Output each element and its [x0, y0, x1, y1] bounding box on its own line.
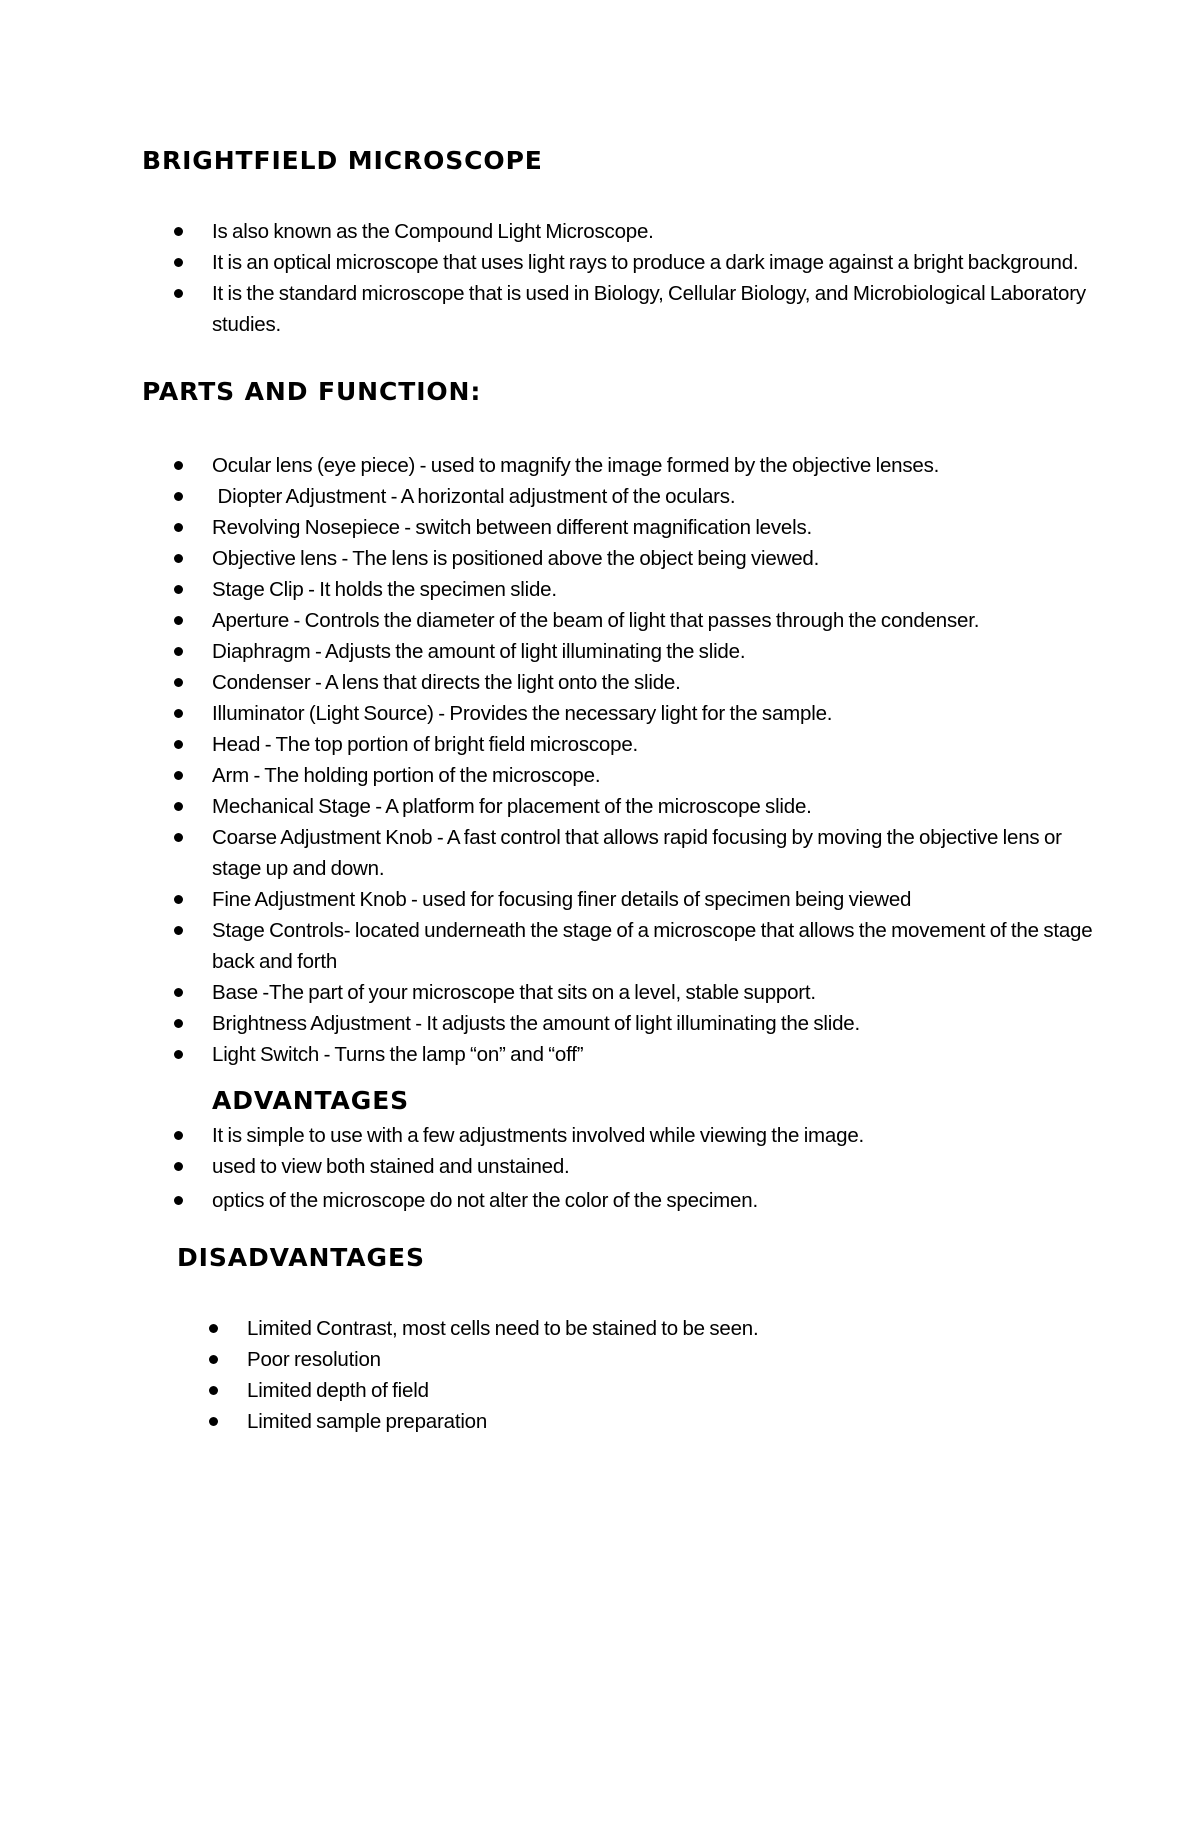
- bullet-icon: [174, 740, 183, 749]
- list-item-text: Ocular lens (eye piece) - used to magnify the image formed by the objective lenses.: [212, 454, 940, 477]
- list-item: [142, 481, 1112, 512]
- list-item-text: Revolving Nosepiece - switch between different magnification levels.: [212, 516, 813, 539]
- list-item: [142, 216, 1112, 247]
- list-item: [142, 278, 1112, 340]
- bullet-icon: [174, 647, 183, 656]
- list-item: [142, 574, 1112, 605]
- bullet-icon: [174, 1131, 183, 1140]
- list-item-text: Fine Adjustment Knob - used for focusing finer details of specimen being viewed: [212, 888, 912, 911]
- list-item: [142, 605, 1112, 636]
- bullet-icon: [174, 895, 183, 904]
- list-item: [142, 636, 1112, 667]
- bullet-icon: [209, 1324, 218, 1333]
- list-item: [142, 977, 1112, 1008]
- list-item: [142, 1151, 1112, 1182]
- list-item: [142, 1039, 1112, 1070]
- list-item: [142, 247, 1112, 278]
- advantages-heading: ADVANTAGES: [212, 1086, 410, 1115]
- list-item-text: Condenser - A lens that directs the light onto the slide.: [212, 671, 681, 694]
- brightfield-section: [142, 146, 1102, 340]
- list-item-text: It is simple to use with a few adjustments involved while viewing the image.: [212, 1124, 865, 1147]
- disadvantages-section: [177, 1243, 1137, 1437]
- list-item-text: Limited depth of field: [247, 1379, 429, 1402]
- bullet-icon: [209, 1417, 218, 1426]
- bullet-icon: [174, 678, 183, 687]
- bullet-icon: [174, 585, 183, 594]
- list-item-text: Aperture - Controls the diameter of the beam of light that passes through the condenser.: [212, 609, 980, 632]
- list-item: [142, 512, 1112, 543]
- bullet-icon: [174, 1162, 183, 1171]
- bullet-icon: [209, 1355, 218, 1364]
- bullet-icon: [174, 833, 183, 842]
- parts-heading: PARTS AND FUNCTION:: [142, 377, 482, 406]
- bullet-icon: [174, 709, 183, 718]
- bullet-icon: [174, 492, 183, 501]
- brightfield-list: [142, 216, 1102, 340]
- parts-section: [142, 377, 1102, 1070]
- disadvantages-heading: DISADVANTAGES: [177, 1243, 425, 1272]
- list-item: [142, 450, 1112, 481]
- bullet-icon: [174, 523, 183, 532]
- advantages-section: [142, 1086, 1102, 1216]
- list-item-text: Head - The top portion of bright field microscope.: [212, 733, 639, 756]
- list-item-text: It is the standard microscope that is used in Biology, Cellular Biology, and Microbiological Laboratory studies.: [212, 282, 1086, 336]
- list-item-text: Limited Contrast, most cells need to be stained to be seen.: [247, 1317, 759, 1340]
- bullet-icon: [174, 802, 183, 811]
- list-item-text: optics of the microscope do not alter the color of the specimen.: [212, 1189, 758, 1212]
- disadvantages-list: [177, 1313, 1137, 1437]
- list-item-text: Stage Clip - It holds the specimen slide.: [212, 578, 557, 601]
- list-item-text: Stage Controls- located underneath the stage of a microscope that allows the movement of the stage back and forth: [212, 919, 1093, 973]
- list-item: [142, 822, 1112, 884]
- bullet-icon: [174, 1019, 183, 1028]
- bullet-icon: [174, 461, 183, 470]
- list-item: [142, 729, 1112, 760]
- list-item: [177, 1344, 1107, 1375]
- list-item-text: Is also known as the Compound Light Microscope.: [212, 220, 654, 243]
- bullet-icon: [174, 988, 183, 997]
- list-item: [142, 884, 1112, 915]
- list-item-text: Brightness Adjustment - It adjusts the amount of light illuminating the slide.: [212, 1012, 860, 1035]
- list-item-text: Diopter Adjustment - A horizontal adjustment of the oculars.: [212, 485, 736, 508]
- list-item: [177, 1375, 1107, 1406]
- bullet-icon: [174, 289, 183, 298]
- bullet-icon: [209, 1386, 218, 1395]
- bullet-icon: [174, 926, 183, 935]
- list-item-text: Poor resolution: [247, 1348, 381, 1371]
- list-item-text: Coarse Adjustment Knob - A fast control that allows rapid focusing by moving the objective lens or stage up and down.: [212, 826, 1062, 880]
- list-item: [177, 1406, 1107, 1437]
- list-item-text: used to view both stained and unstained.: [212, 1155, 570, 1178]
- list-item-text: Illuminator (Light Source) - Provides the necessary light for the sample.: [212, 702, 833, 725]
- bullet-icon: [174, 258, 183, 267]
- list-item-text: It is an optical microscope that uses light rays to produce a dark image against a bright background.: [212, 251, 1079, 274]
- list-item-text: Mechanical Stage - A platform for placement of the microscope slide.: [212, 795, 812, 818]
- list-item: [142, 667, 1112, 698]
- bullet-icon: [174, 554, 183, 563]
- bullet-icon: [174, 771, 183, 780]
- list-item: [142, 915, 1112, 977]
- list-item-text: Objective lens - The lens is positioned above the object being viewed.: [212, 547, 820, 570]
- brightfield-heading: BRIGHTFIELD MICROSCOPE: [142, 146, 543, 175]
- list-item: [142, 791, 1112, 822]
- bullet-icon: [174, 616, 183, 625]
- list-item-text: Light Switch - Turns the lamp “on” and “off”: [212, 1043, 584, 1066]
- list-item: [177, 1313, 1107, 1344]
- bullet-icon: [174, 1050, 183, 1059]
- list-item: [142, 698, 1112, 729]
- list-item: [142, 543, 1112, 574]
- list-item-text: Diaphragm - Adjusts the amount of light illuminating the slide.: [212, 640, 746, 663]
- list-item-text: Base -The part of your microscope that sits on a level, stable support.: [212, 981, 816, 1004]
- parts-list: [142, 450, 1102, 1070]
- list-item: [142, 1008, 1112, 1039]
- bullet-icon: [174, 227, 183, 236]
- list-item: [142, 1120, 1112, 1151]
- list-item-text: Limited sample preparation: [247, 1410, 488, 1433]
- list-item-text: Arm - The holding portion of the microscope.: [212, 764, 601, 787]
- advantages-list: [142, 1120, 1102, 1216]
- list-item: [142, 760, 1112, 791]
- list-item: [142, 1185, 1112, 1216]
- bullet-icon: [174, 1196, 183, 1205]
